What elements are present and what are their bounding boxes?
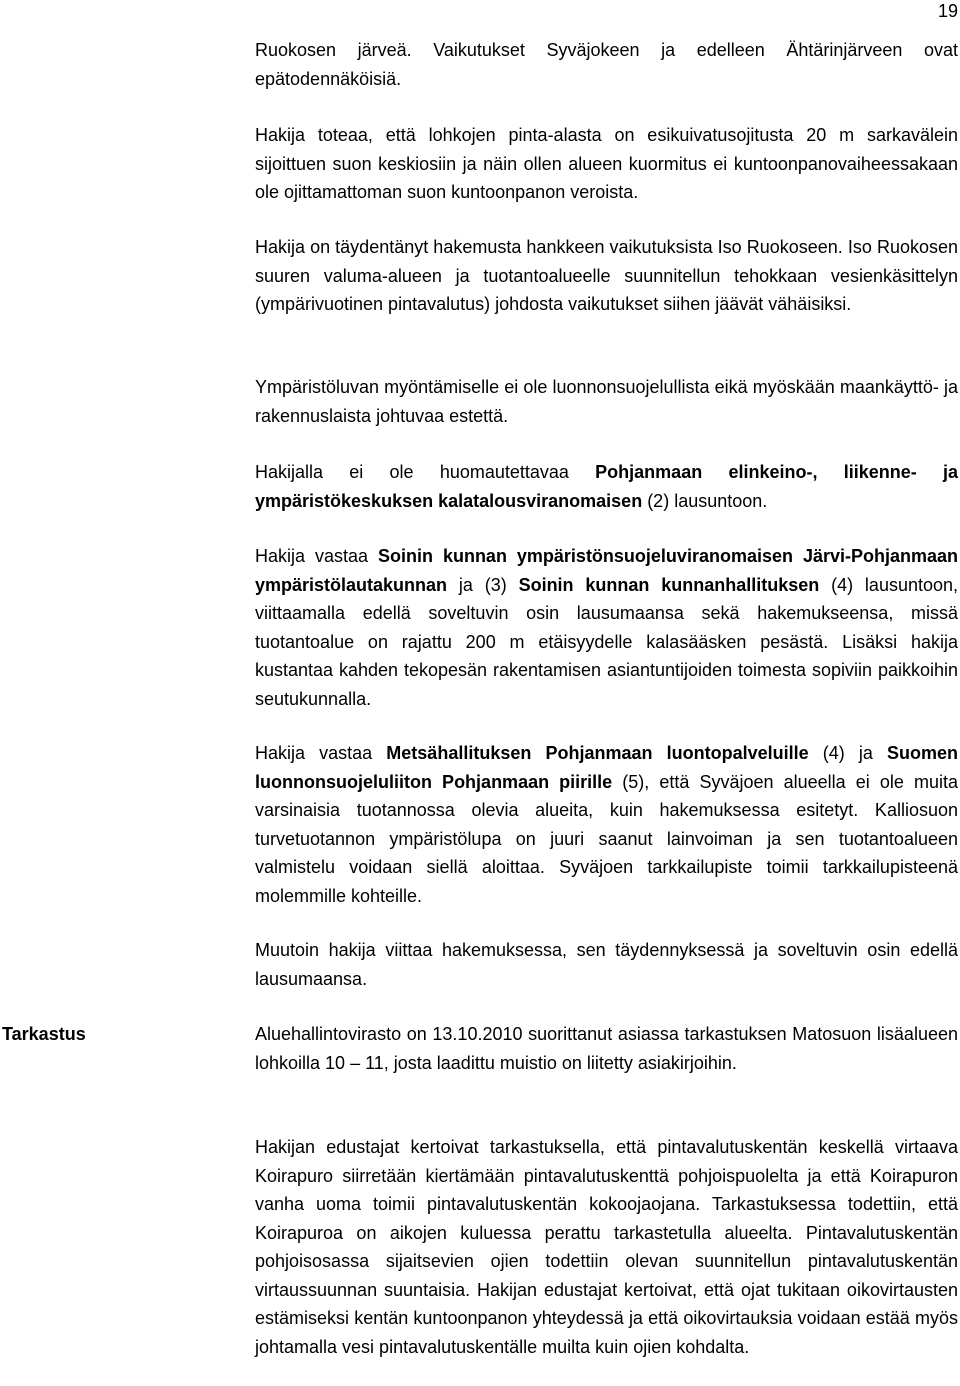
section-label-tarkastus: Tarkastus <box>2 1024 86 1044</box>
paragraph-1 <box>255 36 958 93</box>
text-span: Hakijan edustajat kertoivat tarkastuksella, että pintavalutuskentän keskellä virtaava Koirapuro siirretään kiertämään pintavalutuskenttä pohjoispuolelta ja että Koirapuron vanha uoma toimii pintavalutuskentän kokoojaojana. Tarkastuksessa todettiin, että Koirapuroa on aikojen kuluessa perattu tarkastetulla alueelta. Pintavalutuskentän pohjoisosassa sijaitsevien ojien todettiin olevan suunnitellun pintavalutuskentän virtaussuunnan suuntaisia. Hakijan edustajat kertoivat, että ojat tukitaan oikovirtausten estämiseksi kentän kuntoonpanon yhteydessä ja että oikovirtauksia voidaan estää myös johtamalla vesi pintavalutuskentälle muilta kuin ojien kohdalta. <box>255 1137 958 1357</box>
text-span: (2) lausuntoon. <box>642 490 768 511</box>
paragraph-5 <box>255 458 958 515</box>
paragraph-4 <box>255 373 958 430</box>
paragraph-6 <box>255 542 958 713</box>
text-span: Hakija on täydentänyt hakemusta hankkeen vaikutuksista Iso Ruokoseen. Iso Ruokosen suuren valuma-alueen ja tuotantoalueelle suunnitellun tehokkaan vesienkäsittelyn (ympärivuotinen pintavalutus) johdosta vaikutukset siihen jäävät vähäisiksi. <box>255 237 958 314</box>
paragraph-3 <box>255 233 958 319</box>
text-span: Hakija vastaa <box>255 546 378 566</box>
paragraph-8 <box>255 936 958 993</box>
text-span: Ruokosen järveä. Vaikutukset Syväjokeen ja edelleen Ähtärinjärveen ovat epätodennäköisiä. <box>255 40 958 89</box>
bold-authority: Soinin kunnan ympäristönsuojeluviranomaisen Järvi-Pohjanmaan ympäristölautakunnan <box>255 546 958 595</box>
paragraph-10 <box>255 1133 958 1361</box>
paragraph-2 <box>255 121 958 207</box>
text-span: Hakija vastaa <box>255 743 387 763</box>
bold-authority: Suomen luonnonsuojeluliiton Pohjanmaan piirille <box>255 743 959 792</box>
page-number: 19 <box>937 1 958 21</box>
bold-authority: Metsähallituksen Pohjanmaan luontopalveluille <box>386 743 809 763</box>
bold-authority: Pohjanmaan elinkeino-, liikenne- ja ympäristökeskuksen kalatalousviranomaisen <box>255 462 959 511</box>
text-span: Hakijalla ei ole huomautettavaa <box>255 462 596 482</box>
text-span: Ympäristöluvan myöntämiselle ei ole luonnonsuojelullista eikä myöskään maankäyttö- ja rakennuslaista johtuvaa estettä. <box>255 377 958 426</box>
text-span: (4) ja <box>808 743 887 763</box>
text-span: Hakija toteaa, että lohkojen pinta-alasta on esikuivatusojitusta 20 m sarkavälein sijoittuen suon keskiosiin ja näin ollen alueen kuormitus ei kuntoonpanovaiheessakaan ole ojittamattoman suon kuntoonpanon veroista. <box>255 125 958 202</box>
paragraph-9 <box>255 1020 958 1077</box>
paragraph-7 <box>255 739 958 910</box>
text-span: (5), että Syväjoen alueella ei ole muita varsinaisia tuotannossa olevia alueita, kuin hakemuksessa esitetyt. Kalliosuon turvetuotannon ympäristölupa on juuri saanut lainvoiman ja sen tuotantoalueen valmistelu voidaan siellä aloittaa. Syväjoen tarkkailupiste toimii tarkkailupisteenä molemmille kohteille. <box>255 771 958 906</box>
text-span: Muutoin hakija viittaa hakemuksessa, sen täydennyksessä ja soveltuvin osin edellä lausumaansa. <box>255 940 958 989</box>
text-span: Aluehallintovirasto on 13.10.2010 suorittanut asiassa tarkastuksen Matosuon lisäalueen lohkoilla 10 – 11, josta laadittu muistio on liitetty asiakirjoihin. <box>255 1024 958 1073</box>
text-span: ja (3) <box>447 574 519 595</box>
text-span: (4) lausuntoon, viittaamalla edellä soveltuvin osin lausumaansa sekä hakemukseensa, missä tuotantoalue on rajattu 200 m etäisyydelle kalasääsken pesästä. Lisäksi hakija kustantaa kahden tekopesän rakentamisen asiantuntijoiden toimesta sopiviin paikkoihin seutukunnalla. <box>255 574 959 709</box>
bold-authority: Soinin kunnan kunnanhallituksen <box>518 574 820 595</box>
